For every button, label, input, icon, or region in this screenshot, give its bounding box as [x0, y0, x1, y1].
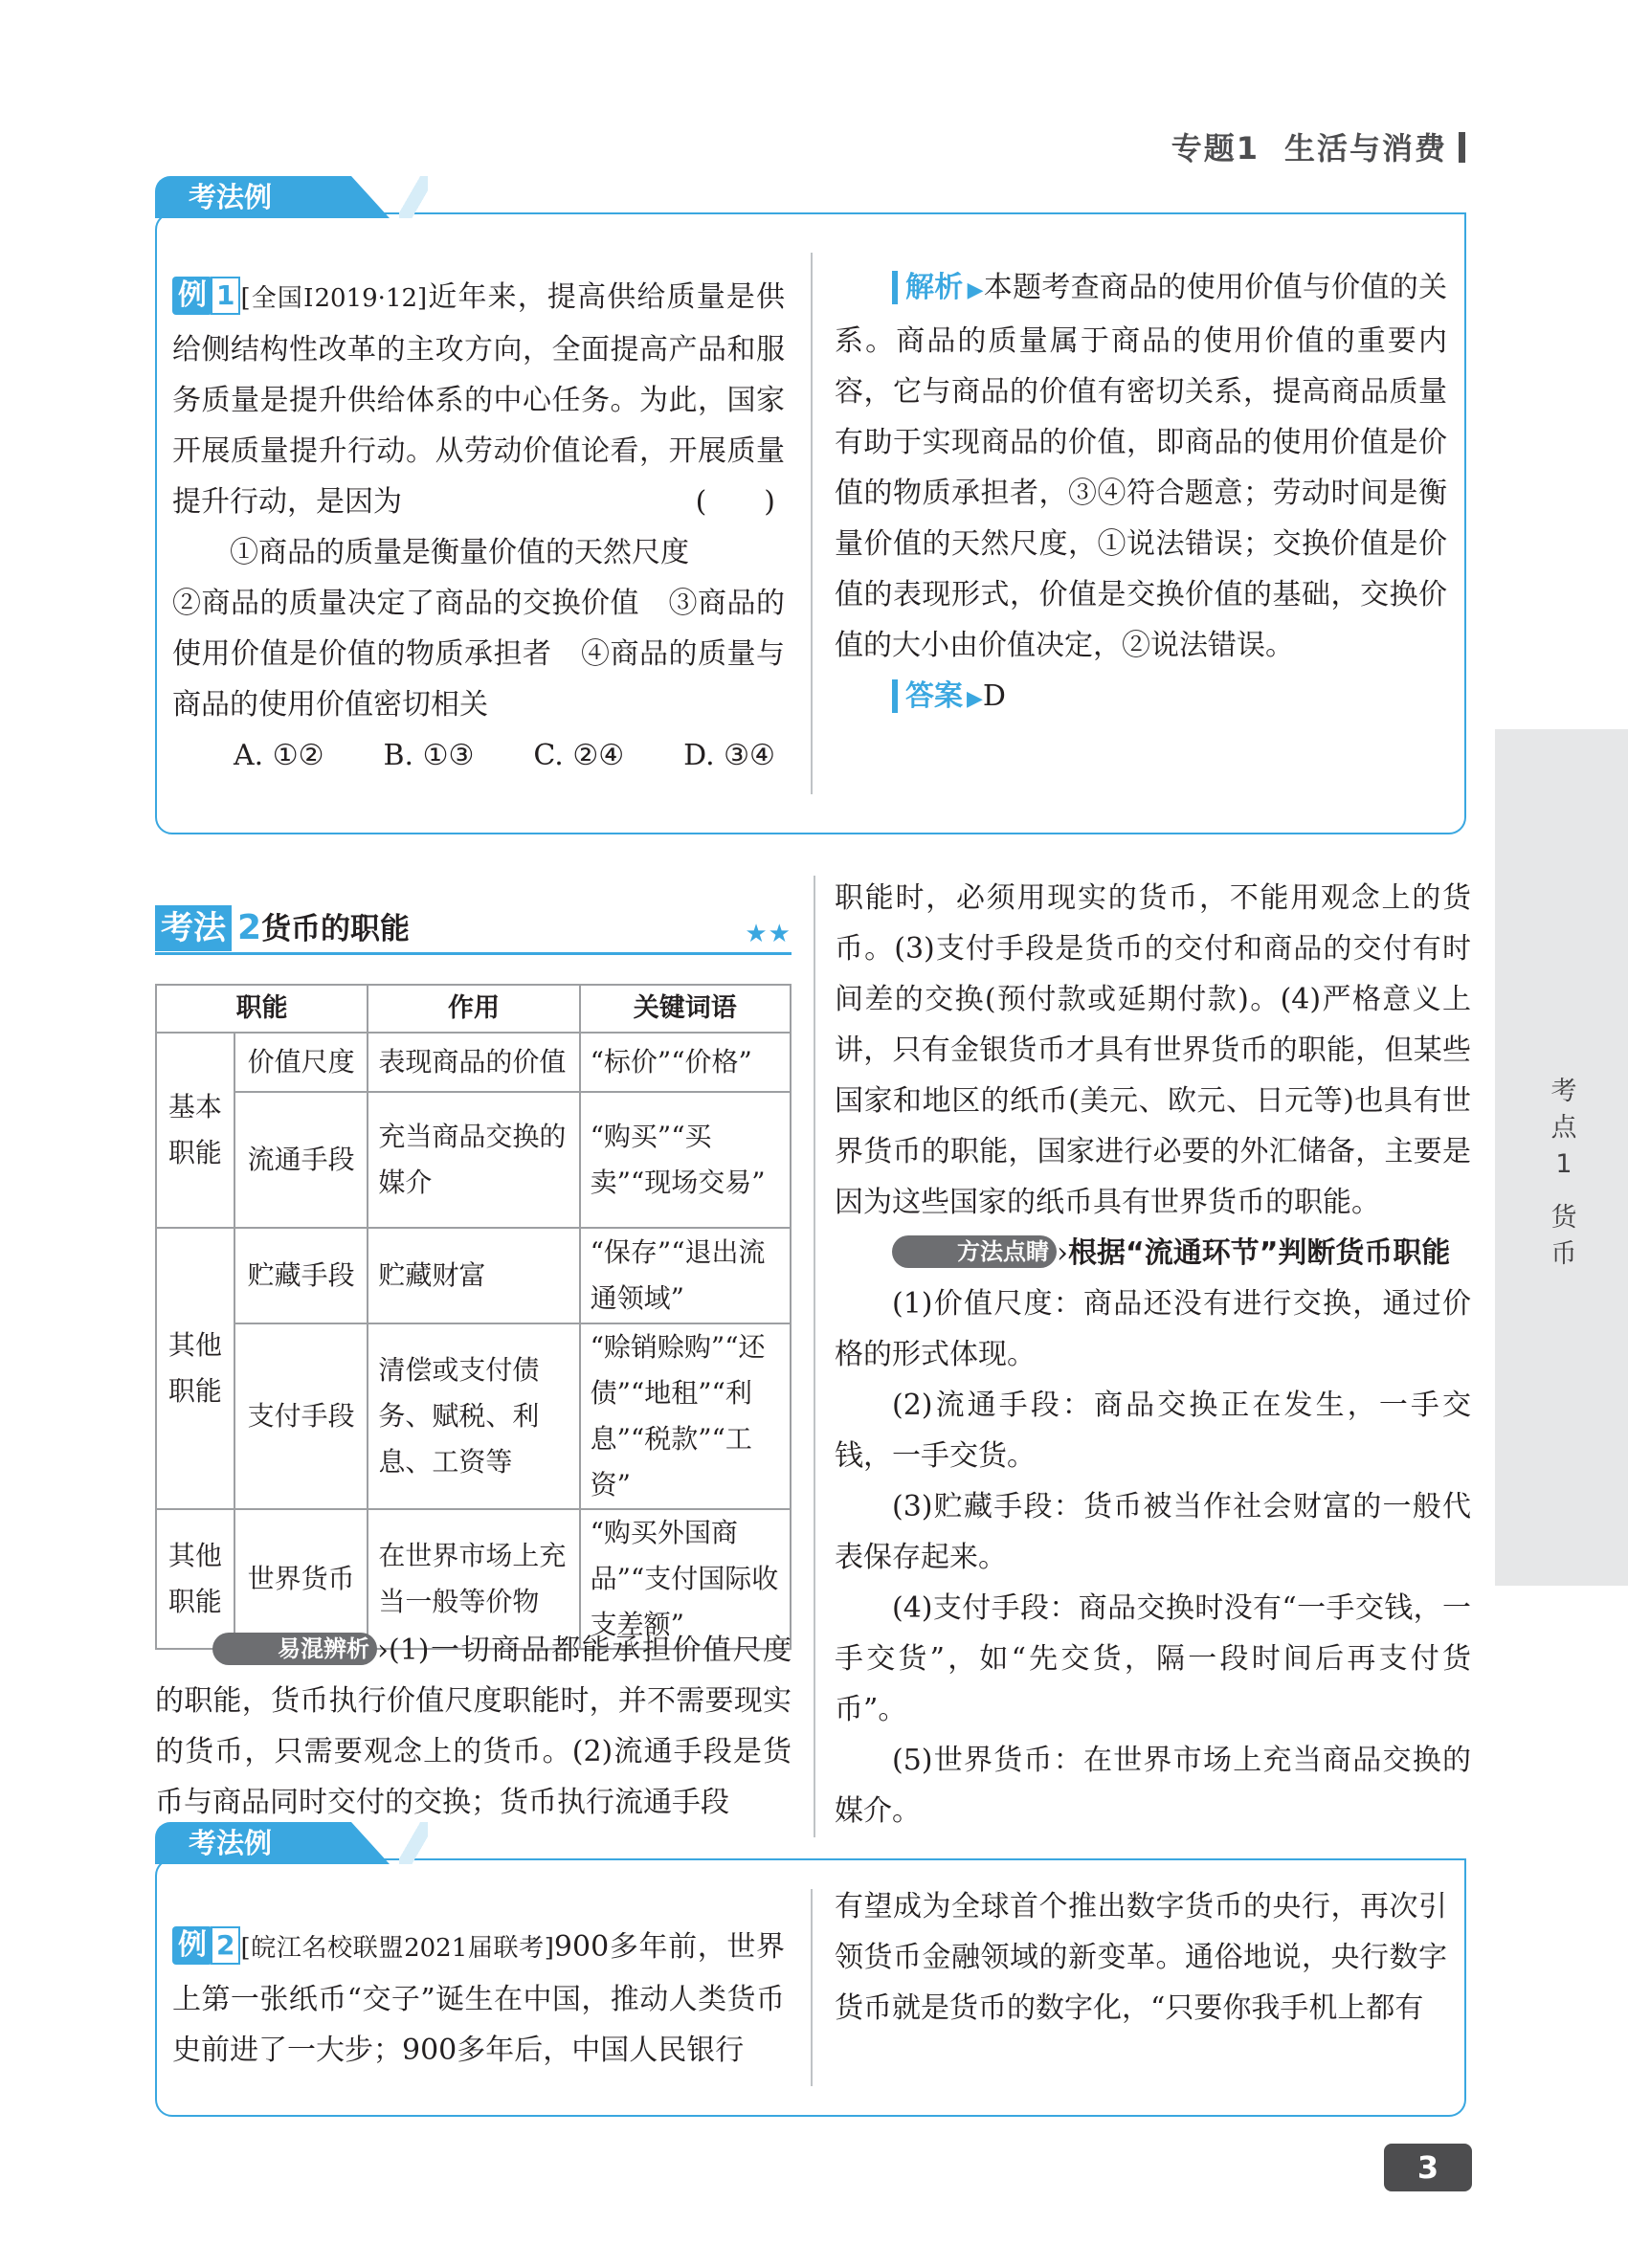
function-keywords: “购买外国商品”“支付国际收支差额”	[580, 1509, 791, 1649]
answer-arrow-icon: ▶	[967, 687, 983, 711]
example-1-choices	[172, 730, 785, 781]
example-1-options-2-4: ②商品的质量决定了商品的交换价值 ③商品的使用价值是价值的物质承担者 ④商品的质量与商品的使用价值密切相关	[172, 587, 785, 722]
section-title: 货币的职能	[261, 912, 411, 946]
function-role: 表现商品的价值	[368, 1033, 579, 1092]
method-arrow-icon: ›	[1057, 1236, 1068, 1270]
table-row	[156, 1033, 791, 1092]
side-tab-char: 点	[1550, 1113, 1577, 1143]
money-function-table	[155, 984, 792, 1650]
side-tab-char: 货	[1550, 1203, 1577, 1233]
table-row	[156, 1228, 791, 1323]
table-row	[156, 1323, 791, 1509]
side-tab-char: 1	[1555, 1149, 1572, 1179]
example-2-number: 2	[211, 1926, 240, 1965]
example-1-box	[155, 181, 1466, 834]
function-name: 贮藏手段	[234, 1228, 368, 1323]
method-point-5: (5)世界货币：在世界市场上充当商品交换的媒介。	[835, 1744, 1471, 1828]
section-number: 2	[237, 908, 262, 947]
example-2-label: 例	[172, 1926, 212, 1965]
example-1-stem-first: 近年来，提高供给质量	[427, 280, 726, 314]
example-1-source: [全国Ⅰ2019·12]	[240, 284, 428, 313]
continued-text: 职能时，必须用现实的货币，不能用观念上的货币。(3)支付手段是货币的交付和商品的交付有时间差的交换(预付款或延期付款)。(4)严格意义上讲，只有金银货币才具有世界货币的职能，但某些国家和地区的纸币(美元、欧元、日元等)也具有世界货币的职能，国家进行必要的外汇储备，主要是因为这些国家的纸币具有世界货币的职能。	[835, 881, 1471, 1219]
analysis-arrow-icon: ▶	[967, 278, 984, 302]
function-keywords: “购买”“买卖”“现场交易”	[580, 1092, 791, 1228]
section-heading	[155, 904, 792, 955]
function-role: 充当商品交换的媒介	[368, 1092, 579, 1228]
page-number: 3	[1384, 2144, 1472, 2191]
side-tab-text	[1545, 1074, 1583, 1273]
function-name: 价值尺度	[234, 1033, 368, 1092]
example-1-label: 例	[172, 277, 212, 315]
side-tab-char: 币	[1550, 1239, 1577, 1269]
example-1-blank: ( )	[695, 485, 775, 519]
table-row	[156, 1092, 791, 1228]
example-2-source: [皖江名校联盟2021届联考]	[240, 1934, 554, 1963]
group-other-2: 其他职能	[156, 1509, 234, 1649]
table-header: 关键词语	[580, 985, 791, 1033]
example-2-question-right	[835, 1881, 1447, 2034]
method-point-1: (1)价值尺度：商品还没有进行交换，通过价格的形式体现。	[835, 1287, 1471, 1371]
confusion-text: (1)一切商品都能承担价值尺度的职能，货币执行价值尺度职能时，并不需要现实的货币，只需要观念上的货币。(2)流通手段是货币与商品同时交付的交换；货币执行流通手段	[155, 1634, 792, 1819]
example-1-tab: 考法例	[155, 176, 351, 218]
example-2-box	[155, 1827, 1466, 2117]
choice-d: D. ③④	[683, 739, 775, 772]
confusion-note	[155, 1625, 792, 1828]
example-1-number: 1	[211, 277, 240, 315]
analysis-text: 本题考查商品的使用价值与价值的关系。商品的质量属于商品的使用价值的重要内容，它与商品的价值有密切关系，提高商品质量有助于实现商品的价值，即商品的使用价值是价值的物质承担者，③④符合题意；劳动时间是衡量价值的天然尺度，①说法错误；交换价值是价值的表现形式，价值是交换价值的基础，交换价值的大小由价值决定，②说法错误。	[835, 271, 1448, 662]
analysis-label: 解析	[892, 271, 964, 304]
example-2-question-left	[172, 1922, 785, 2076]
example-2-stem-rest: 世界上第一张纸币“交子”诞生在中国，推动人类货币史前进了一大步；900多年后，中国人民银行	[172, 1930, 785, 2067]
example-2-stem-right: 有望成为全球首个推出数字货币的央行，再次引领货币金融领域的新变革。通俗地说，央行数字货币就是货币的数字化，“只要你我手机上都有	[835, 1890, 1447, 2025]
function-keywords: “保存”“退出流通领域”	[580, 1228, 791, 1323]
table-header: 职能	[156, 985, 368, 1033]
confusion-label: 易混辨析	[212, 1633, 377, 1665]
example-1-option-1: ①商品的质量是衡量价值的天然尺度	[230, 536, 689, 569]
example-1-analysis	[835, 262, 1447, 724]
choice-b: B. ①③	[383, 739, 475, 772]
function-name: 世界货币	[234, 1509, 368, 1649]
choice-c: C. ②④	[533, 739, 625, 772]
function-name: 支付手段	[234, 1323, 368, 1509]
right-column	[835, 873, 1471, 1836]
function-keywords: “赊销赊购”“还债”“地租”“利息”“税款”“工资”	[580, 1323, 791, 1509]
group-basic: 基本职能	[156, 1033, 234, 1228]
example-2-stem-first: 900多年前，	[553, 1930, 727, 1964]
side-tab-char: 考	[1550, 1077, 1577, 1106]
example-1-divider	[811, 253, 813, 794]
example-1-stem-rest: 是供给侧结构性改革的主攻方向，全面提高产品和服务质量是提升供给体系的中心任务。为此，国家开展质量提升行动。从劳动价值论看，开展质量提升行动，是因为	[172, 280, 786, 519]
example-2-divider	[811, 1889, 813, 2086]
example-1-question	[172, 272, 785, 781]
page-header	[1171, 124, 1465, 168]
answer-text: D	[982, 679, 1006, 713]
header-topic: 专题1	[1171, 130, 1260, 167]
function-name: 流通手段	[234, 1092, 368, 1228]
section-badge: 考法	[155, 905, 232, 951]
method-point-4: (4)支付手段：商品交换时没有“一手交钱，一手交货”，如“先交货，隔一段时间后再支付货币”。	[835, 1591, 1471, 1726]
method-point-2: (2)流通手段：商品交换正在发生，一手交钱，一手交货。	[835, 1389, 1471, 1473]
function-role: 在世界市场上充当一般等价物	[368, 1509, 579, 1649]
table-header: 作用	[368, 985, 579, 1033]
difficulty-stars-icon: ★★	[745, 920, 792, 948]
group-other: 其他职能	[156, 1228, 234, 1509]
header-bar-icon	[1459, 132, 1465, 163]
function-keywords: “标价”“价格”	[580, 1033, 791, 1092]
side-tab	[1495, 729, 1628, 1586]
method-point-3: (3)贮藏手段：货币被当作社会财富的一般代表保存起来。	[835, 1490, 1471, 1574]
confusion-arrow-icon: ›	[377, 1634, 389, 1667]
answer-label: 答案	[892, 679, 963, 713]
method-title: 根据“流通环节”判断货币职能	[1068, 1236, 1451, 1270]
function-role: 贮藏财富	[368, 1228, 579, 1323]
example-2-tab: 考法例	[155, 1822, 351, 1864]
choice-a: A. ①②	[234, 739, 324, 772]
function-role: 清偿或支付债务、赋税、利息、工资等	[368, 1323, 579, 1509]
column-divider	[814, 876, 815, 1837]
method-label: 方法点睛	[892, 1235, 1057, 1268]
table-header-row	[156, 985, 791, 1033]
header-title: 生活与消费	[1283, 130, 1447, 167]
